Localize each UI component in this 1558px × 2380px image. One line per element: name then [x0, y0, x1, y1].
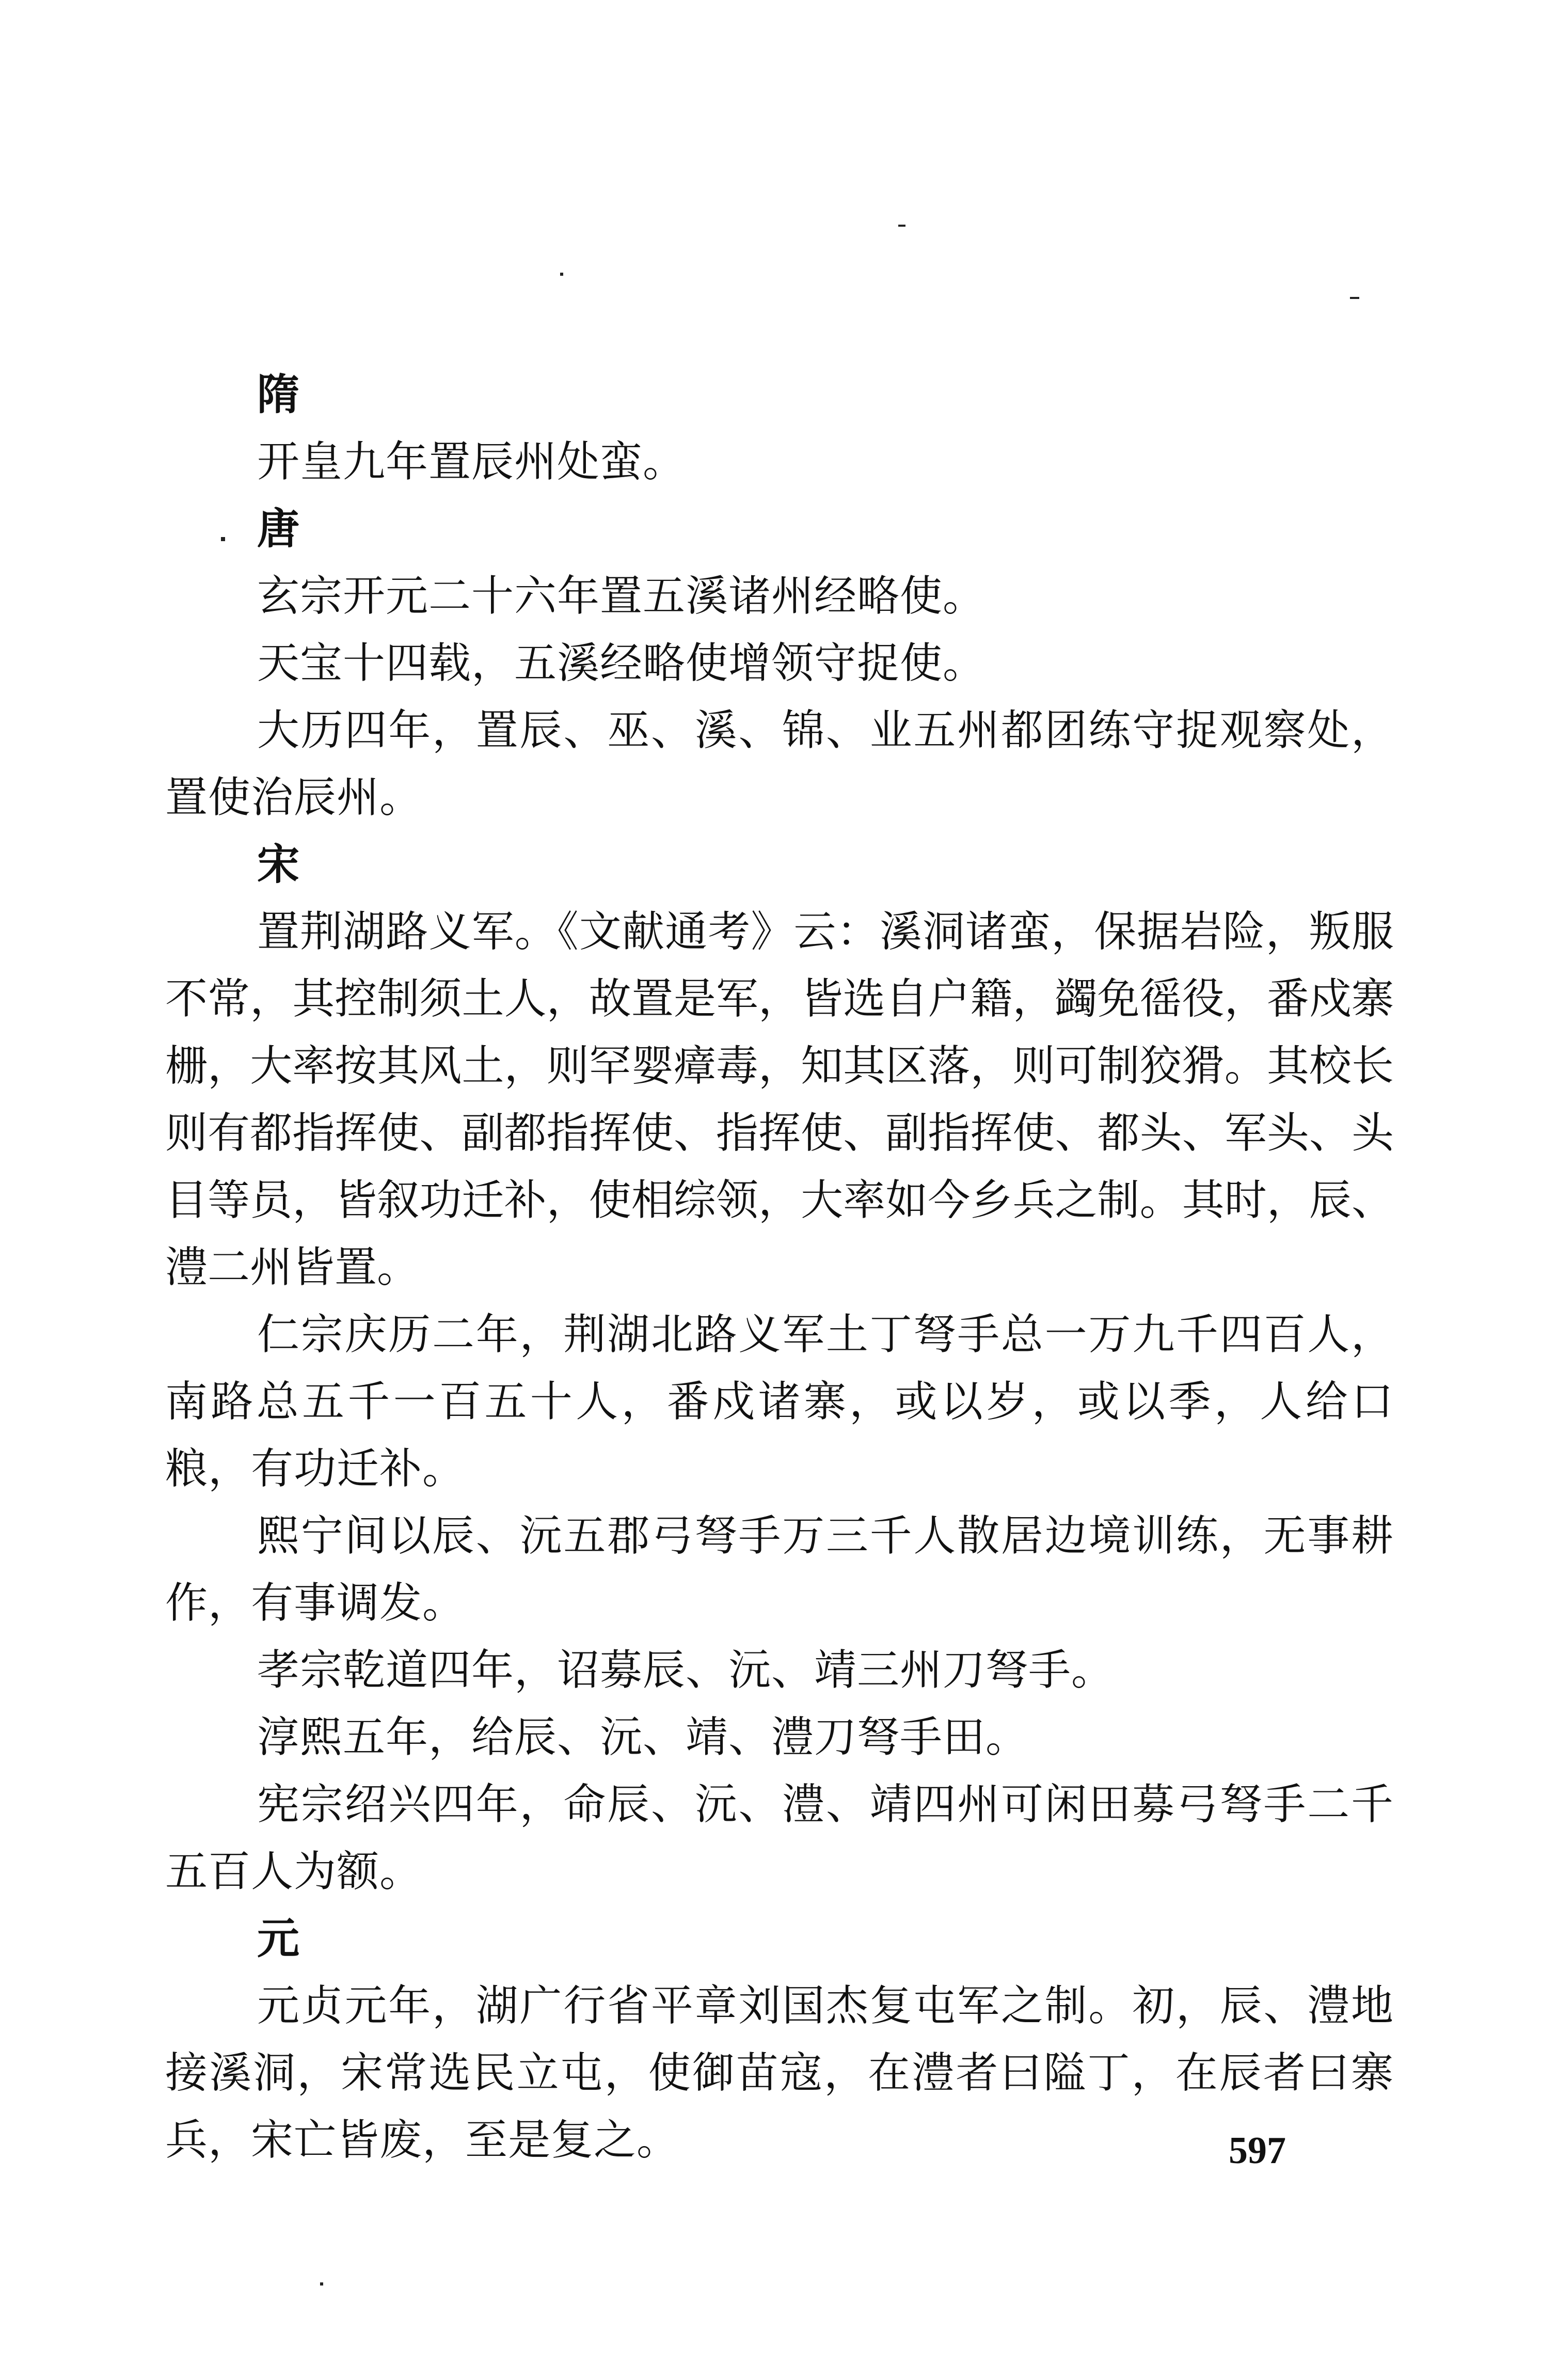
section-heading-sui: 隋 [257, 370, 300, 419]
paragraph: 置荆湖路义军。《文献通考》云：溪洞诸蛮，保据岩险，叛服不常，其控制须土人，故置是军，皆选自户籍，蠲免徭役，番戍寨栅，大率按其风土，则罕婴瘴毒，知其区落，则可制狡猾。其校长则有都指挥使、副都指挥使、指挥使、副指挥使、都头、军头、头目等员，皆叙功迁补，使相综领，大率如今乡兵之制。其时，辰、澧二州皆置。 [165, 907, 1394, 1292]
scan-speck [898, 225, 905, 227]
section-yuan [165, 1905, 1394, 2174]
section-song [165, 831, 1394, 1905]
section-tang [165, 496, 1394, 831]
section-heading-song: 宋 [257, 840, 300, 889]
paragraph: 元贞元年，湖广行省平章刘国杰复屯军之制。初，辰、澧地接溪洞，宋常选民立屯，使御苗寇，在澧者曰隘丁，在辰者曰寨兵，宋亡皆废，至是复之。 [165, 1981, 1394, 2165]
paragraph: 开皇九年置辰州处蛮。 [257, 437, 686, 486]
scan-speck [1350, 297, 1359, 299]
section-sui [165, 361, 1394, 496]
page-content [165, 361, 1394, 2174]
section-heading-yuan: 元 [257, 1914, 300, 1963]
paragraph: 玄宗开元二十六年置五溪诸州经略使。 [257, 572, 986, 621]
paragraph: 仁宗庆历二年，荆湖北路义军土丁弩手总一万九千四百人，南路总五千一百五十人，番戍诸寨，或以岁，或以季，人给口粮，有功迁补。 [165, 1310, 1394, 1493]
paragraph: 宪宗绍兴四年，命辰、沅、澧、靖四州可闲田募弓弩手二千五百人为额。 [165, 1780, 1394, 1896]
paragraph: 淳熙五年，给辰、沅、靖、澧刀弩手田。 [257, 1713, 1029, 1762]
paragraph: 大历四年，置辰、巫、溪、锦、业五州都团练守捉观察处，置使治辰州。 [165, 706, 1394, 822]
section-heading-tang: 唐 [257, 505, 300, 554]
paragraph: 孝宗乾道四年，诏募辰、沅、靖三州刀弩手。 [257, 1646, 1115, 1695]
paragraph: 天宝十四载，五溪经略使增领守捉使。 [257, 639, 986, 688]
scan-speck [320, 2282, 323, 2286]
page-number: 597 [1229, 2130, 1286, 2172]
paragraph: 熙宁间以辰、沅五郡弓弩手万三千人散居边境训练，无事耕作，有事调发。 [165, 1511, 1394, 1628]
scan-speck [560, 273, 563, 276]
